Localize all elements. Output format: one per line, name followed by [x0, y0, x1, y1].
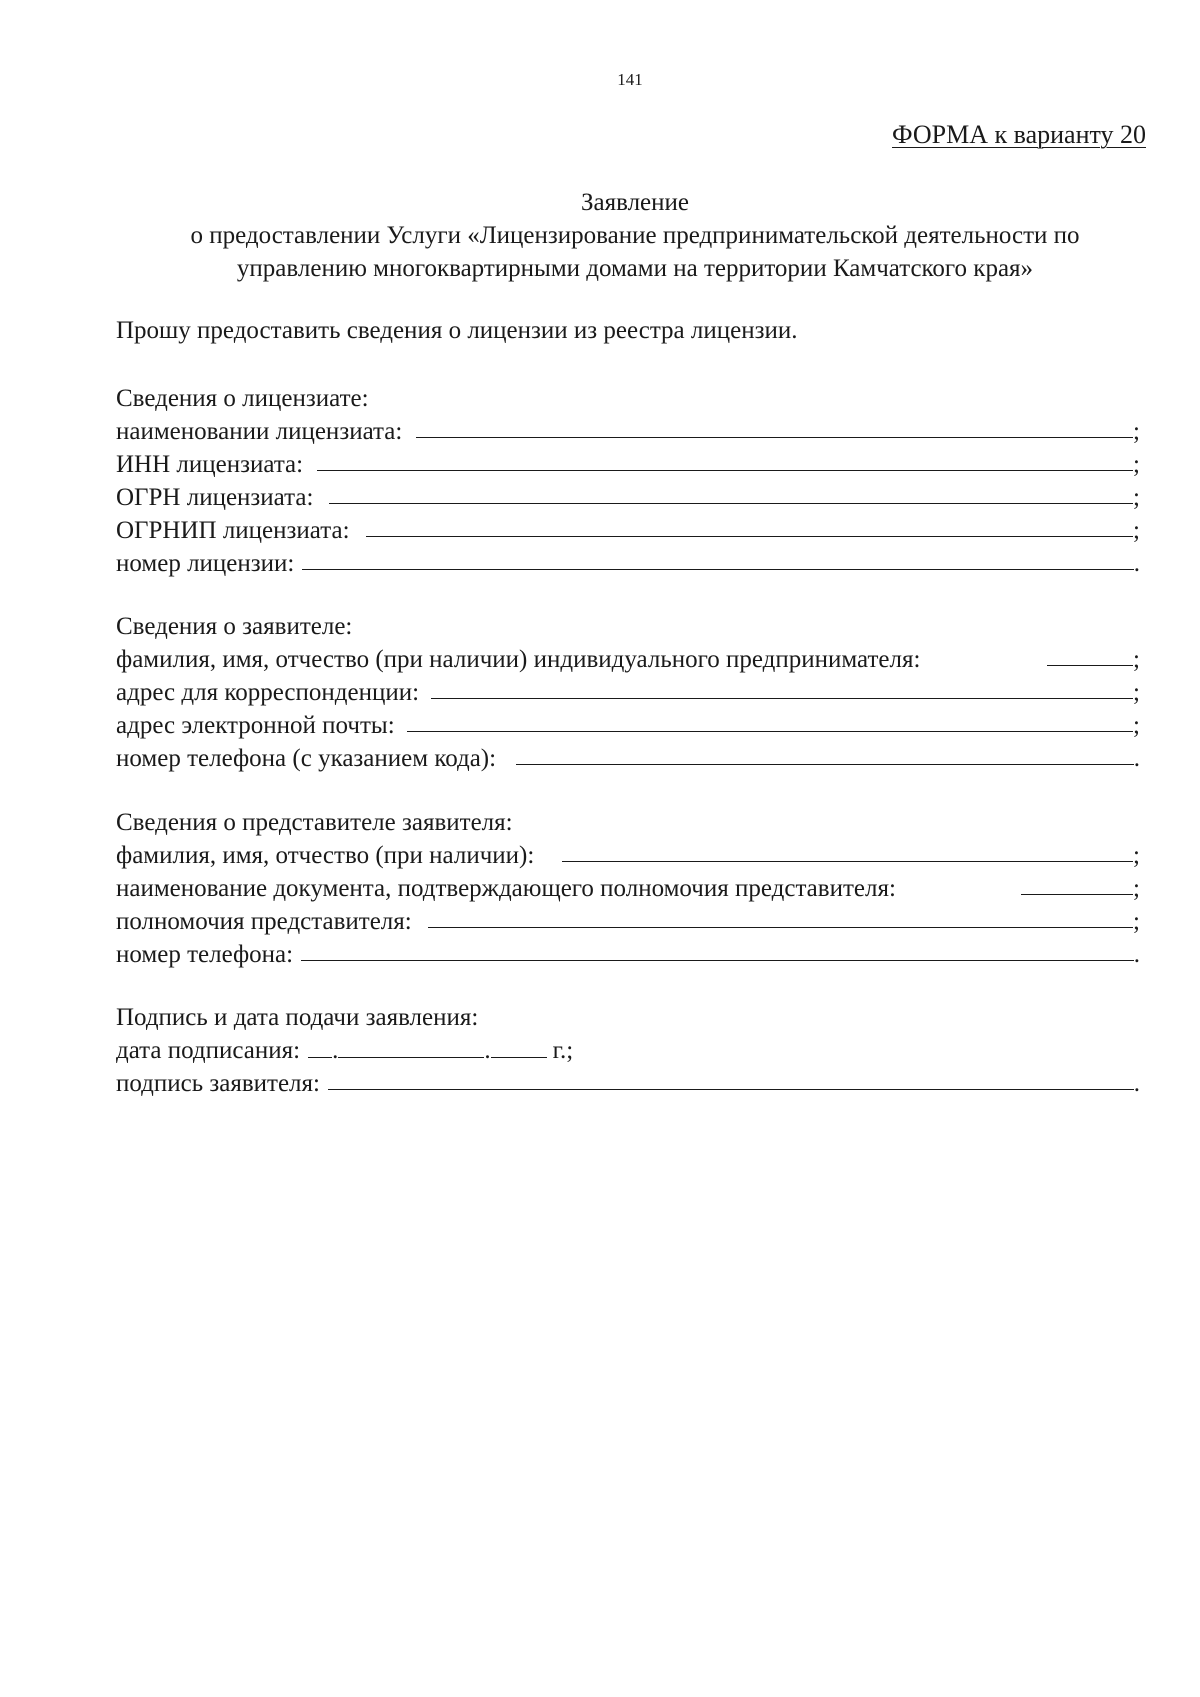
- representative-powers-row: [116, 905, 1140, 938]
- date-year-field[interactable]: [491, 1035, 547, 1058]
- date-separator: .: [484, 1037, 491, 1064]
- representative-doc-field[interactable]: [1021, 872, 1133, 895]
- applicant-section: [116, 610, 1140, 775]
- row-end-punct: .: [1133, 1070, 1140, 1097]
- applicant-fio-label: фамилия, имя, отчество (при наличии) индивидуального предпринимателя:: [116, 646, 921, 673]
- row-end-punct: ;: [1133, 875, 1140, 902]
- document-title: [110, 186, 1160, 285]
- licensee-inn-label: ИНН лицензиата:: [116, 451, 304, 478]
- licensee-section: [116, 382, 1140, 580]
- form-variant-label: ФОРМА к варианту 20: [892, 120, 1146, 149]
- applicant-phone-field[interactable]: [516, 742, 1134, 765]
- representative-doc-label: наименование документа, подтверждающего полномочия представителя:: [116, 875, 896, 902]
- licensee-name-row: [116, 415, 1140, 448]
- representative-phone-label: номер телефона:: [116, 941, 294, 968]
- licensee-name-field[interactable]: [416, 415, 1133, 438]
- licensee-heading: Сведения о лицензиате:: [116, 385, 369, 412]
- applicant-phone-row: [116, 742, 1140, 775]
- row-end-punct: ;: [1133, 679, 1140, 706]
- row-end-punct: ;: [1133, 484, 1140, 511]
- licensee-inn-row: [116, 448, 1140, 481]
- row-end-punct: ;: [1133, 646, 1140, 673]
- date-separator: .: [332, 1037, 339, 1064]
- licensee-ogrn-row: [116, 481, 1140, 514]
- representative-section: [116, 806, 1140, 971]
- license-number-field[interactable]: [302, 547, 1133, 570]
- applicant-phone-label: номер телефона (с указанием кода):: [116, 745, 497, 772]
- representative-fio-row: [116, 839, 1140, 872]
- representative-powers-label: полномочия представителя:: [116, 908, 412, 935]
- row-end-punct: ;: [1133, 908, 1140, 935]
- applicant-address-label: адрес для корреспонденции:: [116, 679, 420, 706]
- representative-phone-row: [116, 938, 1140, 971]
- applicant-address-field[interactable]: [431, 676, 1133, 699]
- applicant-email-label: адрес электронной почты:: [116, 712, 395, 739]
- title-line-2: о предоставлении Услуги «Лицензирование предпринимательской деятельности по: [190, 222, 1080, 249]
- signing-date-row: [116, 1034, 1140, 1067]
- row-end-punct: ;: [1133, 451, 1140, 478]
- licensee-ogrn-field[interactable]: [329, 481, 1133, 504]
- applicant-email-field[interactable]: [407, 709, 1133, 732]
- row-end-punct: ;: [1133, 712, 1140, 739]
- license-number-row: [116, 547, 1140, 580]
- licensee-ogrnip-label: ОГРНИП лицензиата:: [116, 517, 350, 544]
- representative-fio-field[interactable]: [562, 839, 1133, 862]
- signing-date-label: дата подписания:: [116, 1037, 301, 1064]
- row-end-punct: .: [1133, 941, 1140, 968]
- applicant-email-row: [116, 709, 1140, 742]
- licensee-ogrnip-row: [116, 514, 1140, 547]
- licensee-ogrn-label: ОГРН лицензиата:: [116, 484, 314, 511]
- applicant-fio-row: [116, 643, 1140, 676]
- applicant-address-row: [116, 676, 1140, 709]
- signature-heading: Подпись и дата подачи заявления:: [116, 1004, 479, 1031]
- applicant-signature-label: подпись заявителя:: [116, 1070, 320, 1097]
- applicant-heading: Сведения о заявителе:: [116, 613, 353, 640]
- date-day-field[interactable]: [308, 1035, 332, 1058]
- intro-text: Прошу предоставить сведения о лицензии из реестра лицензии.: [116, 317, 798, 344]
- row-end-punct: ;: [1133, 517, 1140, 544]
- licensee-name-label: наименовании лицензиата:: [116, 418, 403, 445]
- representative-fio-label: фамилия, имя, отчество (при наличии):: [116, 842, 535, 869]
- page-number: 141: [617, 70, 643, 89]
- signature-section: [116, 1001, 1140, 1100]
- row-end-punct: .: [1133, 745, 1140, 772]
- licensee-inn-field[interactable]: [317, 448, 1133, 471]
- license-number-label: номер лицензии:: [116, 550, 295, 577]
- date-month-field[interactable]: [338, 1035, 484, 1058]
- row-end-punct: ;: [1133, 418, 1140, 445]
- representative-heading: Сведения о представителе заявителя:: [116, 809, 513, 836]
- licensee-ogrnip-field[interactable]: [366, 514, 1134, 537]
- representative-phone-field[interactable]: [301, 938, 1134, 961]
- title-line-1: Заявление: [580, 189, 690, 216]
- representative-doc-row: [116, 872, 1140, 905]
- representative-powers-field[interactable]: [428, 905, 1133, 928]
- row-end-punct: .: [1133, 550, 1140, 577]
- row-end-punct: ;: [1133, 842, 1140, 869]
- date-suffix: г.;: [552, 1037, 574, 1064]
- applicant-signature-row: [116, 1067, 1140, 1100]
- applicant-signature-field[interactable]: [328, 1067, 1134, 1090]
- title-line-3: управлению многоквартирными домами на территории Камчатского края»: [236, 255, 1034, 282]
- applicant-fio-field[interactable]: [1047, 643, 1133, 666]
